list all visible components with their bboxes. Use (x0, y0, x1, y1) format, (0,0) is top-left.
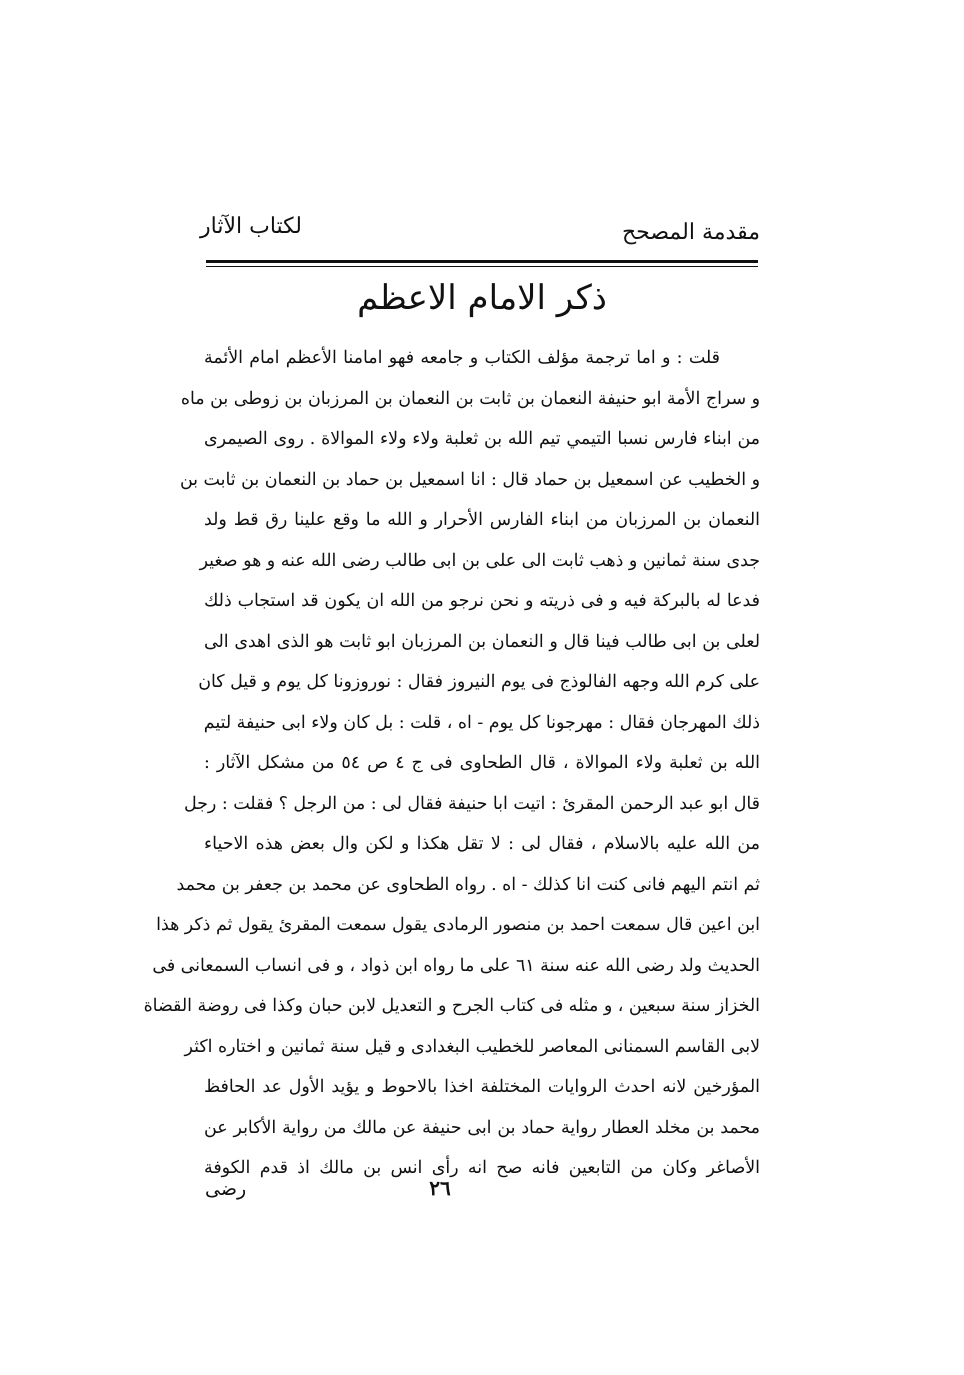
catchword: رضى (205, 1178, 247, 1200)
text-line: لابى القاسم السمنانى المعاصر للخطيب البغدادى و قيل سنة ثمانين و اختاره اكثر (184, 1036, 760, 1057)
body-text (143, 338, 760, 1189)
header-rule-thin (206, 266, 758, 267)
running-header (200, 214, 760, 258)
section-title: ذكر الامام الاعظم (357, 278, 607, 318)
header-rule (206, 260, 758, 263)
text-line: محمد بن مخلد العطار رواية حماد بن ابى حنيفة عن مالك من رواية الأكابر عن (204, 1117, 760, 1138)
text-line: ثم انتم اليهم فانى كنت انا كذلك - اه . رواه الطحاوى عن محمد بن جعفر بن محمد (176, 874, 760, 895)
text-line: و الخطيب عن اسمعيل بن حماد قال : انا اسمعيل بن حماد بن النعمان بن ثابت بن (179, 469, 760, 490)
text-line: قلت : و اما ترجمة مؤلف الكتاب و جامعه فهو امامنا الأعظم امام الأئمة (204, 348, 720, 368)
header-right-title: مقدمة المصحح (621, 220, 760, 245)
text-line: ذلك المهرجان فقال : مهرجونا كل يوم - اه ، قلت : بل كان ولاء ابى حنيفة لتيم (203, 712, 760, 733)
page-number: ٢٦ (429, 1176, 451, 1200)
text-line: فدعا له بالبركة فيه و فى ذريته و نحن نرجو من الله ان يكون قد استجاب ذلك (204, 591, 760, 611)
text-line: جدى سنة ثمانين و ذهب ثابت الى على بن ابى طالب رضى الله عنه و هو صغير (199, 550, 760, 571)
text-line: النعمان بن المرزبان من ابناء الفارس الأحرار و الله ما وقع علينا رق قط ولد (204, 510, 760, 530)
text-line: من ابناء فارس نسبا التيمي تيم الله بن ثعلبة ولاء ولاء الموالاة . روى الصيمرى (204, 429, 760, 449)
text-line: قال ابو عبد الرحمن المقرئ : اتيت ابا حنيفة فقال لى : من الرجل ؟ فقلت : رجل (183, 793, 760, 814)
text-line: الأصاغر وكان من التابعين فانه صح انه رأى انس بن مالك اذ قدم الكوفة (204, 1158, 760, 1178)
text-line: الله بن ثعلبة ولاء الموالاة ، قال الطحاوى فى ج ٤ ص ٥٤ من مشكل الآثار : (204, 753, 760, 773)
text-line: ابن اعين قال سمعت احمد بن منصور الرمادى يقول سمعت المقرئ يقول ثم ذكر هذا (156, 915, 760, 935)
text-line: و سراج الأمة ابو حنيفة النعمان بن ثابت بن النعمان بن المرزبان بن زوطى بن ماه (180, 388, 760, 409)
text-line: على كرم الله وجهه الفالوذج فى يوم النيروز فقال : نوروزونا كل يوم و قيل كان (198, 672, 760, 692)
text-line: الخزاز سنة سبعين ، و مثله فى كتاب الجرح و التعديل لابن حبان وكذا فى روضة القضاة (143, 996, 760, 1016)
text-line: من الله عليه بالاسلام ، فقال لى : لا تقل هكذا و لكن وال بعض هذه الاحياء (204, 834, 760, 854)
header-left-title: لكتاب الآثار (200, 214, 303, 239)
text-line: الحديث ولد رضى الله عنه سنة ٦١ على ما رواه ابن ذواد ، و فى انساب السمعانى فى (152, 955, 760, 976)
text-line: المؤرخين لانه احدث الروايات المختلفة اخذا بالاحوط و يؤيد الأول عد الحافظ (204, 1077, 760, 1097)
text-line: لعلى بن ابى طالب فينا قال و النعمان بن المرزبان ابو ثابت هو الذى اهدى الى (204, 631, 760, 652)
